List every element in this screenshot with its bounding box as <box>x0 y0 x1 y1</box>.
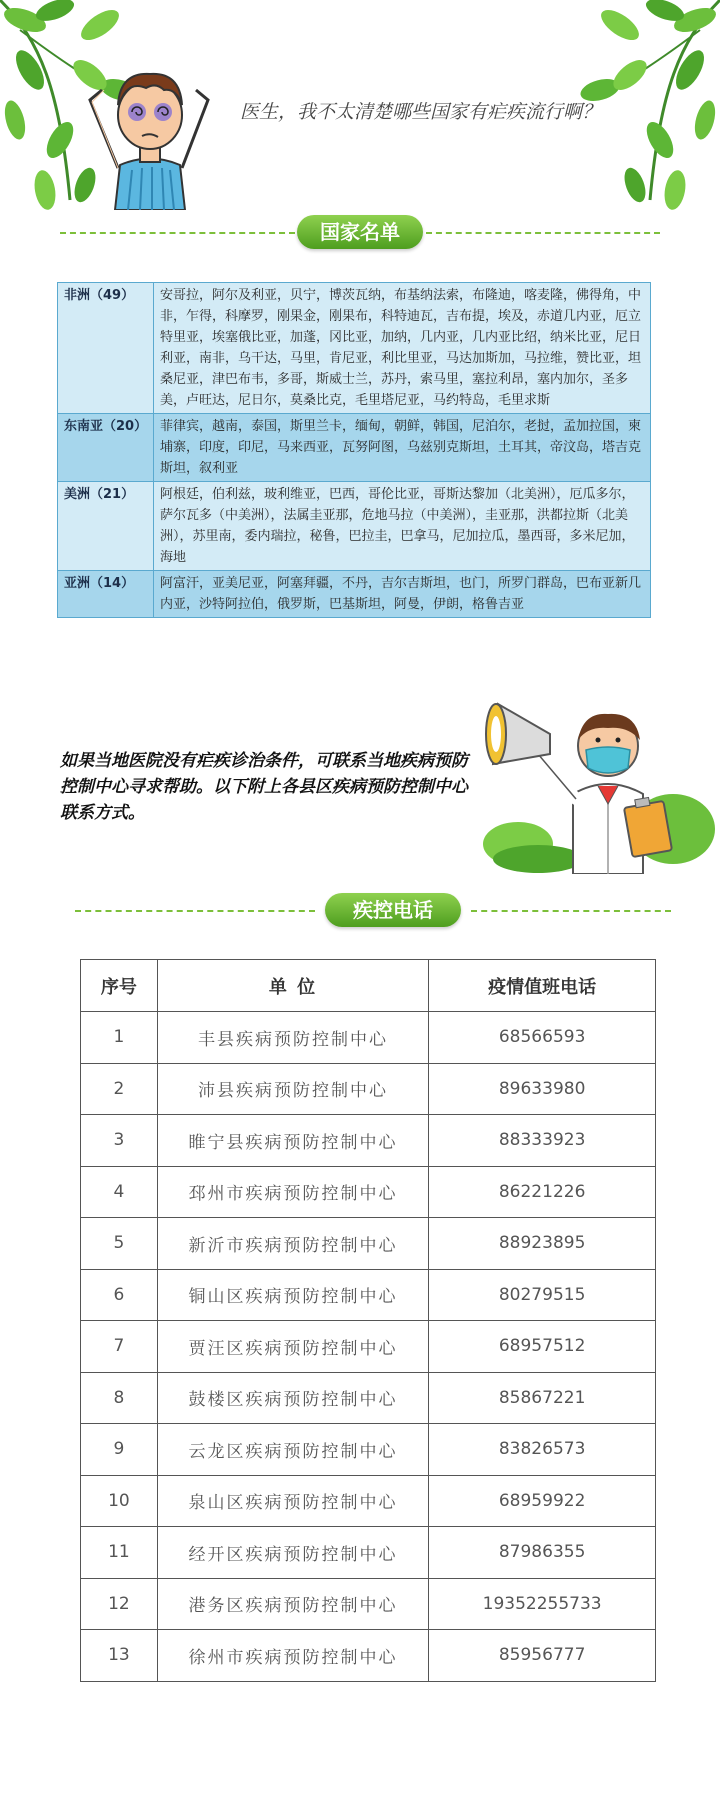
row-index: 12 <box>81 1578 158 1630</box>
table-row <box>81 1218 656 1270</box>
table-row <box>81 1012 656 1064</box>
row-phone: 68957512 <box>429 1321 656 1373</box>
countries-africa: 安哥拉，阿尔及利亚，贝宁，博茨瓦纳，布基纳法索，布隆迪，喀麦隆，佛得角，中非，乍得，科摩罗，刚果金，刚果布，科特迪瓦，吉布提，埃及，赤道几内亚，厄立特里亚，埃塞俄比亚，加蓬，冈比亚，加纳，几内亚，几内亚比绍，纳米比亚，尼日利亚，南非，乌干达，马里，肯尼亚，利比里亚，马达加斯加，马拉维，赞比亚，坦桑尼亚，津巴布韦，多哥，斯威士兰，苏丹，索马里，塞拉利昂，塞内加尔，圣多美，卢旺达，尼日尔，莫桑比克，毛里塔尼亚，马约特岛，毛里求斯 <box>154 283 651 414</box>
row-phone: 68959922 <box>429 1475 656 1527</box>
country-section-header <box>60 215 660 251</box>
row-unit: 泉山区疾病预防控制中心 <box>157 1475 428 1527</box>
row-unit: 贾汪区疾病预防控制中心 <box>157 1321 428 1373</box>
row-index: 8 <box>81 1372 158 1424</box>
row-unit: 沛县疾病预防控制中心 <box>157 1063 428 1115</box>
countries-southeast-asia: 菲律宾，越南，泰国，斯里兰卡，缅甸，朝鲜，韩国，尼泊尔，老挝，孟加拉国，柬埔寨，印度，印尼，马来西亚，瓦努阿图，乌兹别克斯坦，土耳其，帝汶岛，塔吉克斯坦，叙利亚 <box>154 414 651 482</box>
row-index: 11 <box>81 1527 158 1579</box>
row-phone: 88333923 <box>429 1115 656 1167</box>
row-phone: 87986355 <box>429 1527 656 1579</box>
row-index: 7 <box>81 1321 158 1373</box>
row-index: 3 <box>81 1115 158 1167</box>
country-section-title: 国家名单 <box>297 215 423 249</box>
row-index: 6 <box>81 1269 158 1321</box>
row-unit: 丰县疾病预防控制中心 <box>157 1012 428 1064</box>
row-unit: 徐州市疾病预防控制中心 <box>157 1630 428 1682</box>
table-row <box>81 1063 656 1115</box>
row-unit: 邳州市疾病预防控制中心 <box>157 1166 428 1218</box>
row-unit: 经开区疾病预防控制中心 <box>157 1527 428 1579</box>
table-row <box>58 283 651 414</box>
region-asia: 亚洲（14） <box>58 571 154 618</box>
table-row <box>58 414 651 482</box>
confused-patient-illustration <box>80 60 220 210</box>
cdc-contact-note: 如果当地医院没有疟疾诊治条件，可联系当地疾病预防控制中心寻求帮助。以下附上各县区疾病预防控制中心联系方式。 <box>60 751 468 823</box>
region-southeast-asia: 东南亚（20） <box>58 414 154 482</box>
row-index: 13 <box>81 1630 158 1682</box>
row-phone: 80279515 <box>429 1269 656 1321</box>
table-header-row <box>81 960 656 1012</box>
row-unit: 鼓楼区疾病预防控制中心 <box>157 1372 428 1424</box>
row-unit: 睢宁县疾病预防控制中心 <box>157 1115 428 1167</box>
table-row <box>81 1321 656 1373</box>
header-phone: 疫情值班电话 <box>429 960 656 1012</box>
table-row <box>58 571 651 618</box>
table-row <box>81 1475 656 1527</box>
header-index: 序号 <box>81 960 158 1012</box>
malaria-country-table <box>57 282 651 618</box>
row-index: 1 <box>81 1012 158 1064</box>
table-row <box>81 1115 656 1167</box>
region-africa: 非洲（49） <box>58 283 154 414</box>
row-index: 2 <box>81 1063 158 1115</box>
doctor-megaphone-illustration <box>478 674 718 874</box>
row-phone: 19352255733 <box>429 1578 656 1630</box>
row-index: 4 <box>81 1166 158 1218</box>
row-index: 10 <box>81 1475 158 1527</box>
phone-section-title: 疾控电话 <box>325 893 461 927</box>
row-phone: 89633980 <box>429 1063 656 1115</box>
table-row <box>81 1630 656 1682</box>
row-unit: 铜山区疾病预防控制中心 <box>157 1269 428 1321</box>
row-unit: 港务区疾病预防控制中心 <box>157 1578 428 1630</box>
patient-question: 医生，我不太清楚哪些国家有疟疾流行啊？ <box>240 101 602 123</box>
countries-asia: 阿富汗，亚美尼亚，阿塞拜疆，不丹，吉尔吉斯坦，也门，所罗门群岛，巴布亚新几内亚，沙特阿拉伯，俄罗斯，巴基斯坦，阿曼，伊朗，格鲁吉亚 <box>154 571 651 618</box>
row-unit: 云龙区疾病预防控制中心 <box>157 1424 428 1476</box>
row-unit: 新沂市疾病预防控制中心 <box>157 1218 428 1270</box>
row-phone: 68566593 <box>429 1012 656 1064</box>
table-row <box>81 1578 656 1630</box>
table-row <box>81 1166 656 1218</box>
table-row <box>58 482 651 571</box>
phone-section-header <box>60 893 660 929</box>
region-americas: 美洲（21） <box>58 482 154 571</box>
table-row <box>81 1269 656 1321</box>
table-row <box>81 1527 656 1579</box>
row-index: 5 <box>81 1218 158 1270</box>
row-phone: 88923895 <box>429 1218 656 1270</box>
countries-americas: 阿根廷，伯利兹，玻利维亚，巴西，哥伦比亚，哥斯达黎加（北美洲），厄瓜多尔，萨尔瓦多（中美洲），法属圭亚那，危地马拉（中美洲），圭亚那，洪都拉斯（北美洲），苏里南，委内瑞拉，秘鲁，巴拉圭，巴拿马，尼加拉瓜，墨西哥，多米尼加，海地 <box>154 482 651 571</box>
header-unit: 单 位 <box>157 960 428 1012</box>
table-row <box>81 1424 656 1476</box>
row-phone: 86221226 <box>429 1166 656 1218</box>
row-phone: 85867221 <box>429 1372 656 1424</box>
cdc-phone-table <box>80 959 656 1682</box>
table-row <box>81 1372 656 1424</box>
row-phone: 85956777 <box>429 1630 656 1682</box>
row-index: 9 <box>81 1424 158 1476</box>
row-phone: 83826573 <box>429 1424 656 1476</box>
